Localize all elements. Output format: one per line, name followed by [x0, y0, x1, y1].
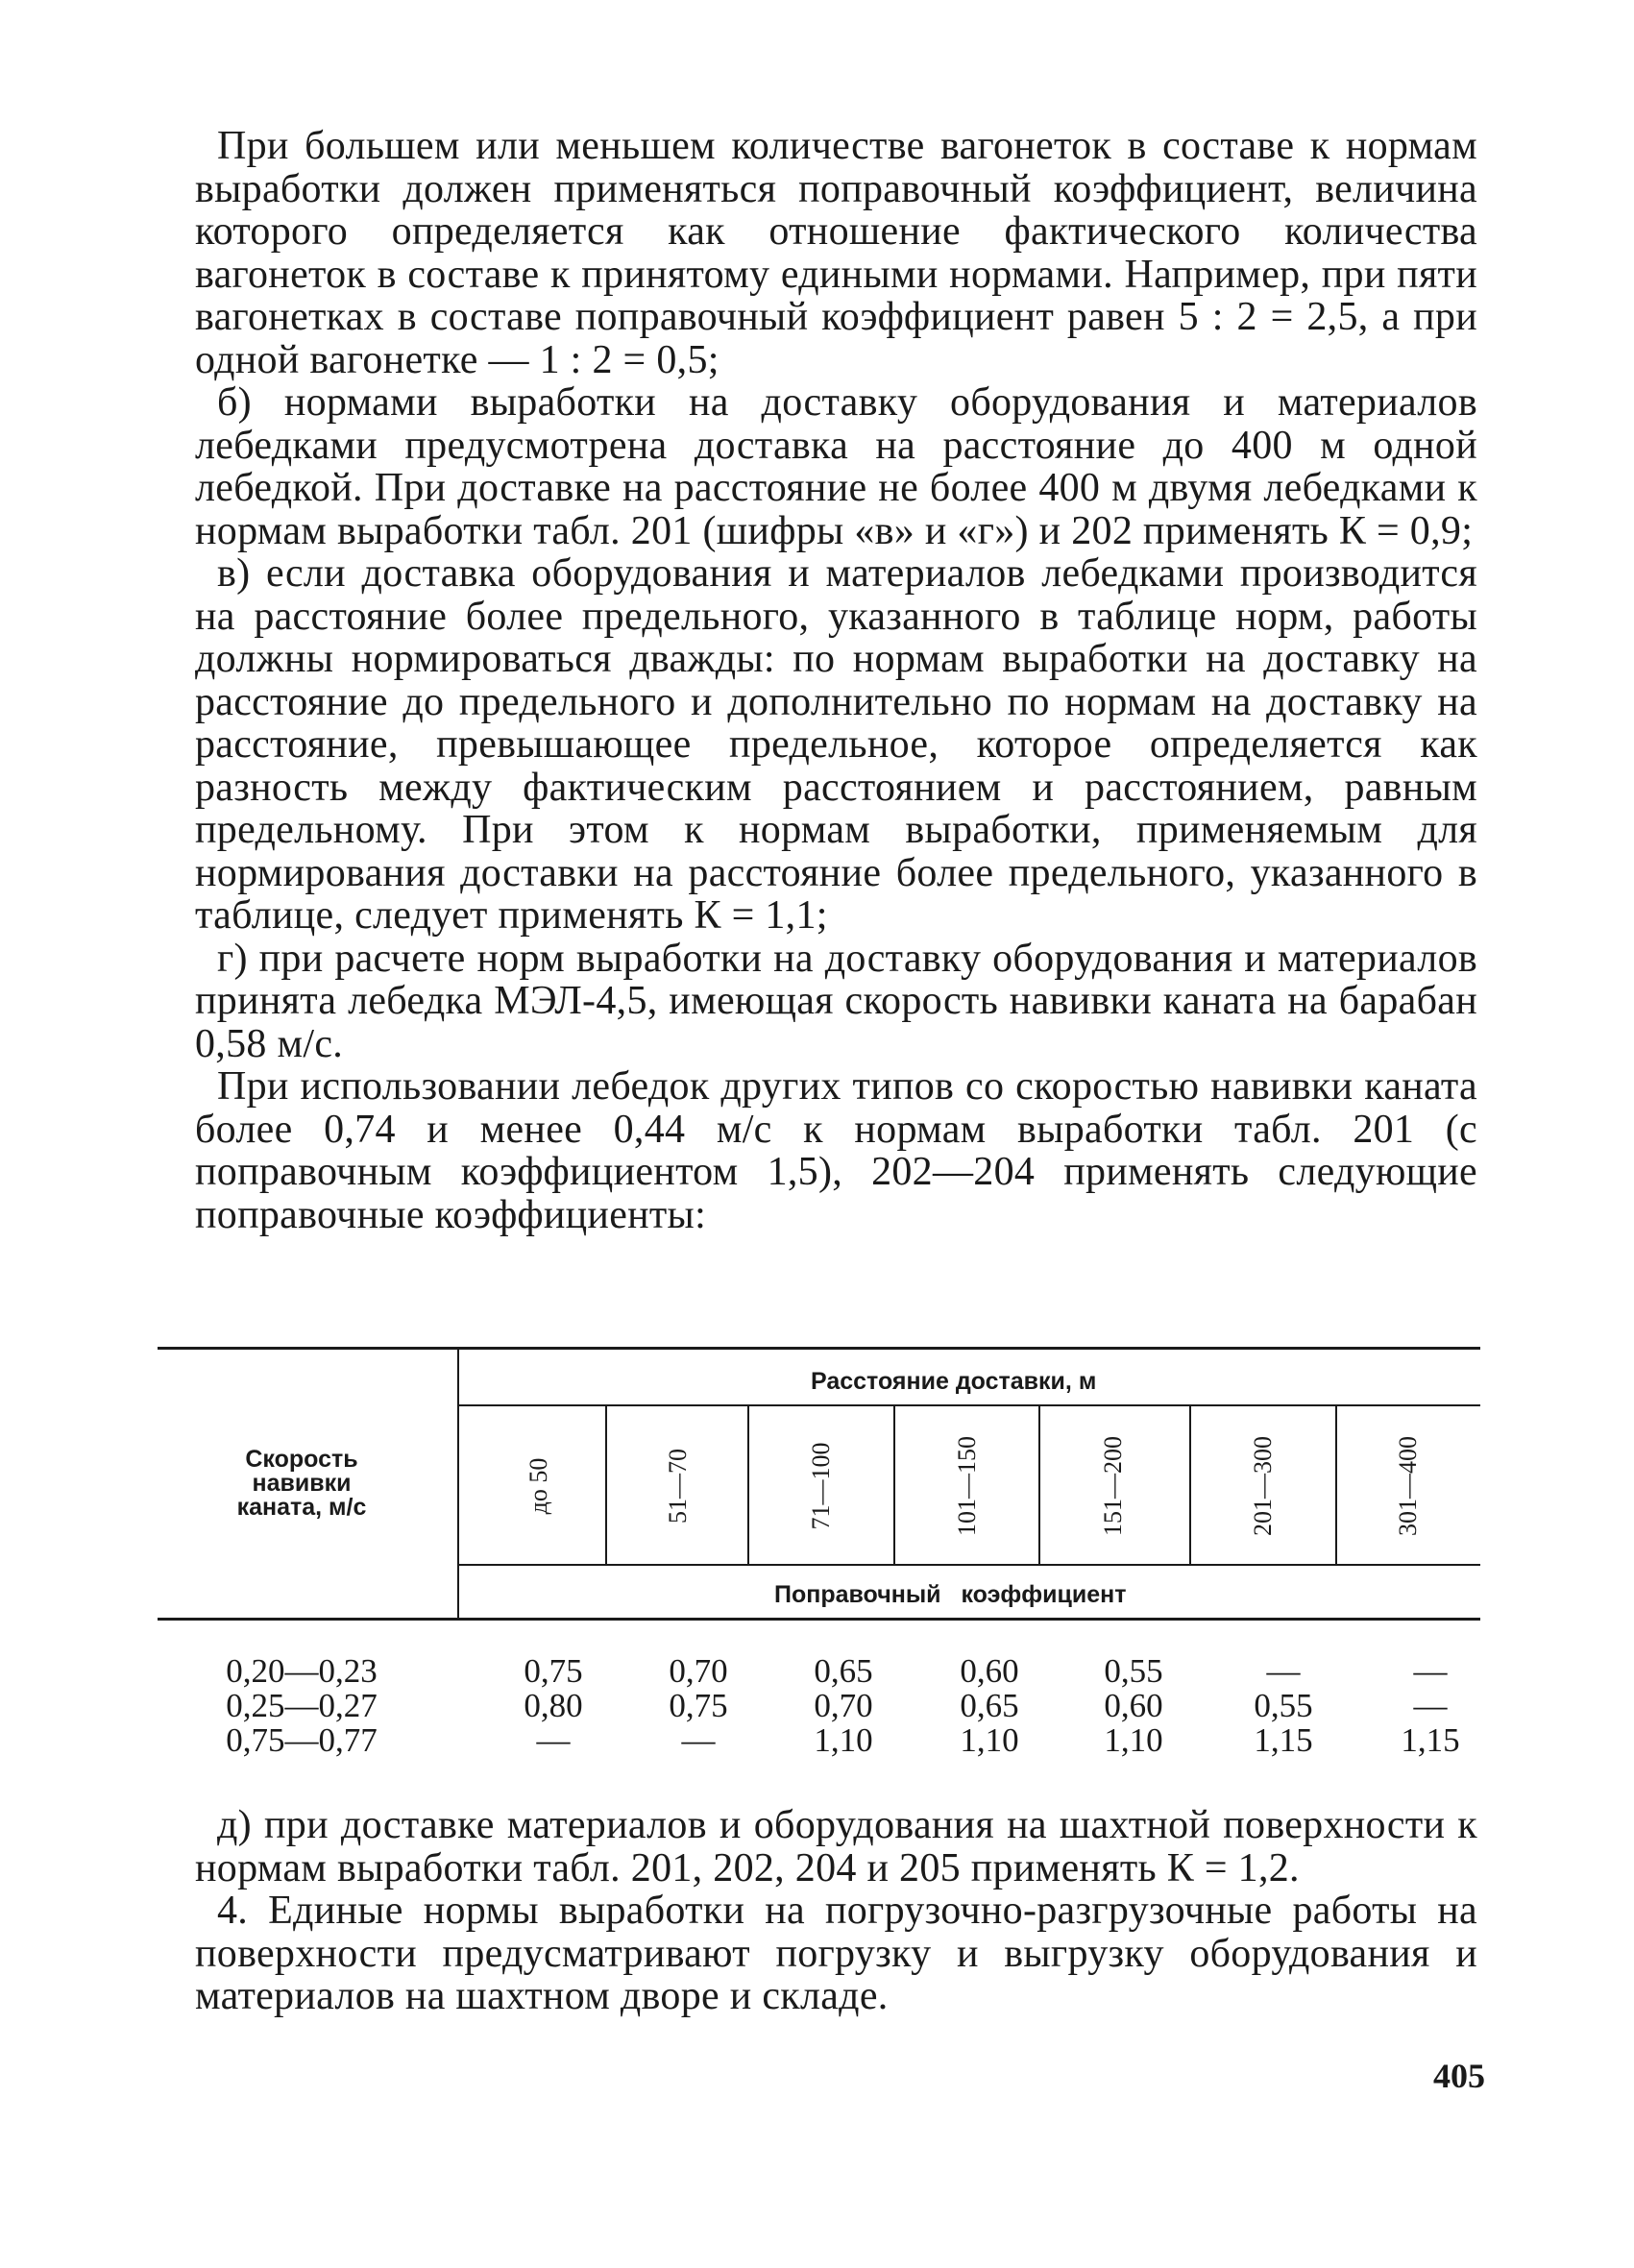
columns-bottom-rule — [459, 1564, 1480, 1566]
column-header-distance: 71—100 — [807, 1442, 835, 1530]
distance-header-rule — [459, 1404, 1480, 1406]
paragraph-b-two-winches: б) нормами выработки на доставку оборудования и материалов лебедками предусмотрена доставка на расстояние до 400 м одной лебедкой. При доставке на расстояние не более 400 м двумя лебедками к нормам выработки табл. 201 (шифры «в» и «г») и 202 применять К = 0,9; — [195, 380, 1477, 553]
table-top-rule — [158, 1347, 1480, 1350]
paragraph-g-winch-type: г) при расчете норм выработки на доставку оборудования и материалов принята лебедка МЭЛ-4,5, имеющая скорость навивки каната на барабан 0,58 м/с. — [195, 936, 1477, 1066]
table-cell: 0,80 — [524, 1687, 583, 1724]
paragraph-4-loading: 4. Единые нормы выработки на погрузочно-разгрузочные работы на поверхности предусматривают погрузку и выгрузку оборудования и материалов на шахтном дворе и складе. — [195, 1889, 1477, 2018]
table-cell: 0,55 — [1254, 1687, 1313, 1724]
table-cell: 1,10 — [814, 1721, 873, 1759]
column-header-distance: до 50 — [524, 1457, 552, 1515]
table-cell: 1,10 — [960, 1721, 1019, 1759]
speed-value: 0,75—0,77 — [226, 1721, 378, 1759]
column-divider — [1335, 1406, 1337, 1564]
table-cell: 0,75 — [524, 1652, 583, 1690]
bottom-text-block — [195, 1804, 1477, 2018]
table-cell: 1,15 — [1401, 1721, 1460, 1759]
paragraph-other-winches: При использовании лебедок других типов со скоростью навивки каната более 0,74 и менее 0,44 м/с к нормам выработки табл. 201 (с поправочным коэффициентом 1,5), 202—204 применять следующие поправочные коэффициенты: — [195, 1064, 1477, 1237]
coefficient-table — [158, 1347, 1480, 1759]
column-header-distance: 151—200 — [1099, 1436, 1127, 1536]
top-text-block — [195, 125, 1477, 1236]
table-cell: 1,10 — [1104, 1721, 1163, 1759]
table-cell: — — [681, 1721, 716, 1759]
column-header-distance: 301—400 — [1394, 1436, 1422, 1536]
column-divider — [1189, 1406, 1191, 1564]
table-cell: 0,60 — [960, 1652, 1019, 1690]
column-divider — [893, 1406, 895, 1564]
table-cell: 0,70 — [669, 1652, 728, 1690]
row-header-divider — [457, 1347, 459, 1618]
column-divider — [605, 1406, 607, 1564]
table-cell: — — [1413, 1687, 1448, 1724]
speed-value: 0,25—0,27 — [226, 1687, 378, 1724]
distance-header: Расстояние доставки, м — [811, 1368, 1097, 1395]
column-header-distance: 101—150 — [953, 1436, 981, 1536]
paragraph-v-limit-distance: в) если доставка оборудования и материалов лебедками производится на расстояние более предельного, указанного в таблице норм, работы должны нормироваться дважды: по нормам выработки на доставку на расстояние до предельного и дополнительно по нормам на доставку на расстояние, превышающее предельное, которое определяется как разность между фактическим расстоянием и расстоянием, равным предельному. При этом к нормам выработки, применяемым для нормирования доставки на расстояние более предельного, указанного в таблице, следует применять К = 1,1; — [195, 551, 1477, 938]
column-divider — [747, 1406, 749, 1564]
table-cell: 0,70 — [814, 1687, 873, 1724]
table-cell: — — [536, 1721, 571, 1759]
column-header-distance: 201—300 — [1249, 1436, 1277, 1536]
table-cell: 0,55 — [1104, 1652, 1163, 1690]
page-number: 405 — [1433, 2057, 1485, 2095]
table-header-bottom-rule — [158, 1618, 1480, 1621]
table-cell: 1,15 — [1254, 1721, 1313, 1759]
column-header-distance: 51—70 — [664, 1449, 692, 1524]
table-cell: 0,65 — [814, 1652, 873, 1690]
table-cell: 0,65 — [960, 1687, 1019, 1724]
column-divider — [1038, 1406, 1040, 1564]
paragraph-wagon-coefficient: При большем или меньшем количестве вагонеток в составе к нормам выработки должен применяться поправочный коэффициент, величина которого определяется как отношение фактического количества вагонеток в составе к принятому едиными нормами. Например, при пяти вагонетках в составе поправочный коэффициент равен 5 : 2 = 2,5, а при одной вагонетке — 1 : 2 = 0,5; — [195, 124, 1477, 382]
table-cell: 0,75 — [669, 1687, 728, 1724]
paragraph-d-surface: д) при доставке материалов и оборудования на шахтной поверхности к нормам выработки табл. 201, 202, 204 и 205 применять К = 1,2. — [195, 1803, 1477, 1890]
table-cell: 0,60 — [1104, 1687, 1163, 1724]
table-cell: — — [1413, 1652, 1448, 1690]
table-cell: — — [1266, 1652, 1301, 1690]
coefficient-header: Поправочный коэффициент — [774, 1581, 1127, 1608]
speed-column-header: Скорость навивки каната, м/с — [236, 1446, 367, 1521]
speed-value: 0,20—0,23 — [226, 1652, 378, 1690]
